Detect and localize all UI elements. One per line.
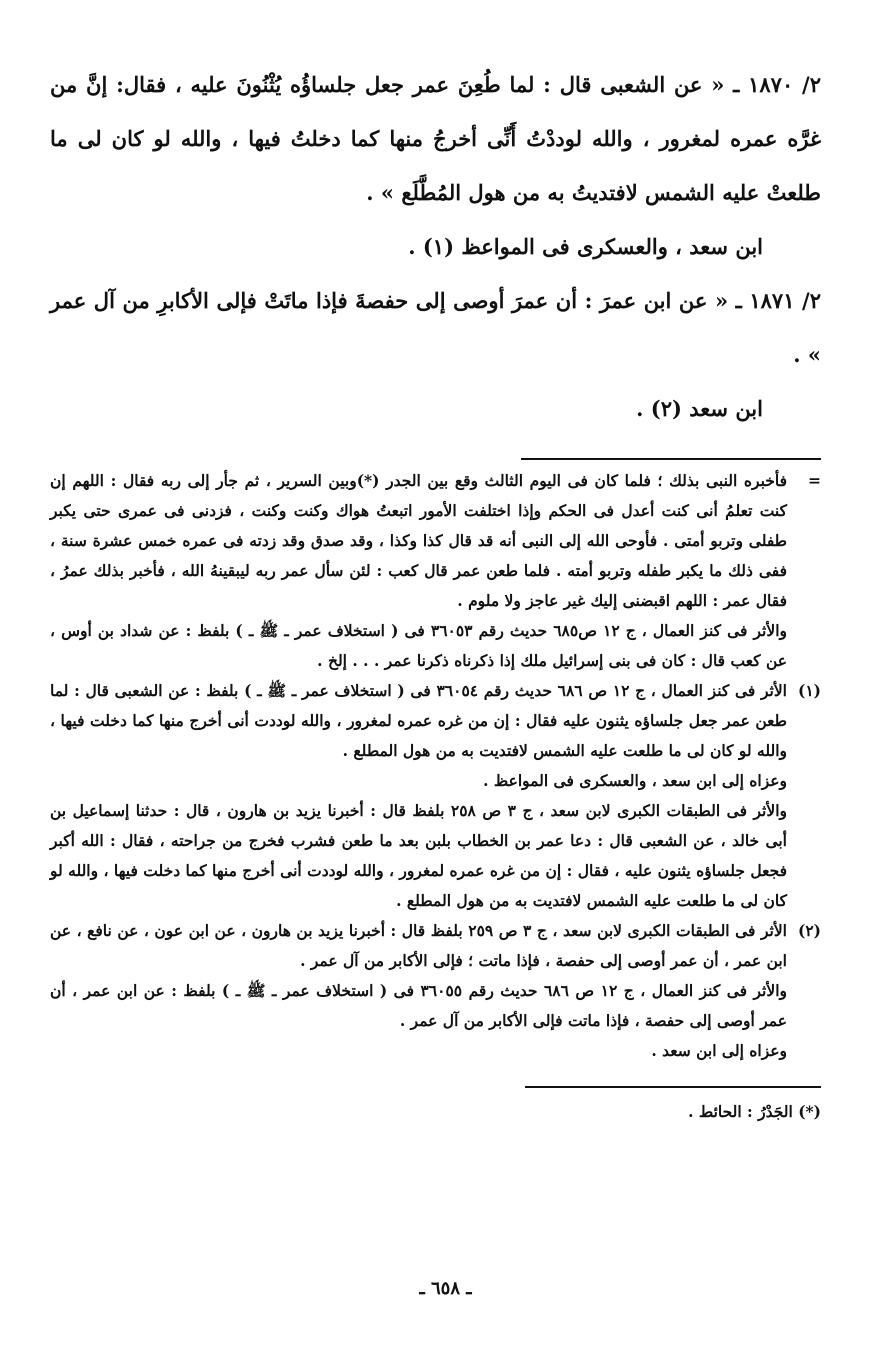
hadith-1870: ٢/ ١٨٧٠ ـ « عن الشعبى قال : لما طُعِنَ عمر جعل جلساؤُه يُثْنُونَ عليه ، فقال: إنَّ من غرَّه عمره لمغرور ، والله لوددْتُ أَنِّى أخرجُ منها كما دخلتُ فيها ، والله لو كان لى ما طلعتْ عليه الشمس لافتديتُ به من هول المُطَّلَع » . bbox=[50, 72, 821, 205]
footnote-continuation-reference: والأثر فى كنز العمال ، ج ١٢ ص٦٨٥ حديث رقم ٣٦٠٥٣ فى ( استخلاف عمر ـ ﷺ ـ ) بلفظ : عن شداد بن أوس ، عن كعب قال : كان فى بنى إسرائيل ملك إذا ذكرناه ذكرنا عمر . . . إلخ . bbox=[50, 621, 787, 670]
footnote-1-marker: (١) bbox=[797, 681, 821, 700]
hadith-1870-source: ابن سعد ، والعسكرى فى المواعظ (١) . bbox=[408, 234, 763, 259]
footnote-1-text: الأثر فى كنز العمال ، ج ١٢ ص ٦٨٦ حديث رقم ٣٦٠٥٤ فى ( استخلاف عمر ـ ﷺ ـ ) بلفظ : عن الشعبى قال : لما طعن عمر جعل جلساؤه يثنون عليه فقال : إن من غره عمره لمغرور ، والله لوددت أنى أخرج منها كما دخلت فيها ، والله لو كان لى ما طلعت عليه الشمس لافتديت به من هول المطلع . bbox=[50, 681, 787, 760]
main-text bbox=[50, 58, 821, 436]
footnote-2-attribution: وعزاه إلى ابن سعد . bbox=[651, 1041, 787, 1060]
hadith-1871: ٢/ ١٨٧١ ـ « عن ابن عمرَ : أن عمرَ أوصى إلى حفصةَ فإذا ماتَتْ فإلى الأكابرِ من آل عمر » . bbox=[50, 288, 822, 367]
footnote-2-marker: (٢) bbox=[797, 921, 821, 940]
footnote-separator bbox=[521, 458, 821, 460]
glossary-separator bbox=[525, 1086, 821, 1088]
footnote-continuation-text: فأخبره النبى بذلك ؛ فلما كان فى اليوم الثالث وقع بين الجدر (*)وبين السرير ، ثم جأر إلى ربه فقال : اللهم إن كنت تعلمُ أنى كنت أعدل فى الحكم وإذا اختلفت الأمور اتبعتُ هواك وكنت وكنت ، فزدنى فى عمرى حتى يكبر طفلى وتربو أمتى . فأوحى الله إلى النبى أنه قد قال كذا وكذا ، وقد صدق وقد زدته فى عمره خمس عشرة سنة ، ففى ذلك ما يكبر طفله وتربو أمته . فلما طعن عمر قال كعب : لئن سأل عمر ربه ليبقينهُ الله ، فأخبر بذلك عمرُ ، فقال عمر : اللهم اقبضنى إليك غير عاجز ولا ملوم . bbox=[50, 471, 787, 610]
footnote-2 bbox=[50, 916, 821, 976]
footnote-2-reference: والأثر فى كنز العمال ، ج ١٢ ص ٦٨٦ حديث رقم ٣٦٠٥٥ فى ( استخلاف عمر ـ ﷺ ـ ) بلفظ : عن ابن عمر ، أن عمر أوصى إلى حفصة ، فإذا ماتت فإلى الأكابر من آل عمر . bbox=[50, 981, 787, 1030]
footnotes bbox=[50, 466, 821, 1066]
footnote-1 bbox=[50, 676, 821, 766]
hadith-1871-source: ابن سعد (٢) . bbox=[636, 396, 763, 421]
glossary-note: (*) الجَدْرُ : الحائط . bbox=[688, 1102, 821, 1121]
page-number: ـ ٦٥٨ ـ bbox=[419, 1278, 472, 1299]
footnote-1-reference: والأثر فى الطبقات الكبرى لابن سعد ، ج ٣ ص ٢٥٨ بلفظ قال : أخبرنا يزيد بن هارون ، قال : حدثنا إسماعيل بن أبى خالد ، عن الشعبى قال : دعا عمر بن الخطاب بلبن بعد ما طعن فشرب فخرج من جراحته ، فقال : الله أكبر فجعل جلساؤه يثنون عليه ، فقال : إن من غره عمره لمغرور ، والله لوددت أنى أخرج منها كما دخلت فيها ، والله لو كان لى ما طلعت عليه الشمس لافتديت به من هول المطلع . bbox=[50, 801, 787, 910]
footnote-2-text: الأثر فى الطبقات الكبرى لابن سعد ، ج ٣ ص ٢٥٩ بلفظ قال : أخبرنا يزيد بن هارون ، عن ابن عون ، عن نافع ، عن ابن عمر ، أن عمر أوصى إلى حفصة ، فإذا ماتت ؛ فإلى الأكابر من آل عمر . bbox=[50, 921, 787, 970]
footnote-1-attribution: وعزاه إلى ابن سعد ، والعسكرى فى المواعظ . bbox=[483, 771, 787, 790]
continuation-marker: = bbox=[808, 471, 821, 490]
footnote-continuation bbox=[50, 466, 821, 616]
